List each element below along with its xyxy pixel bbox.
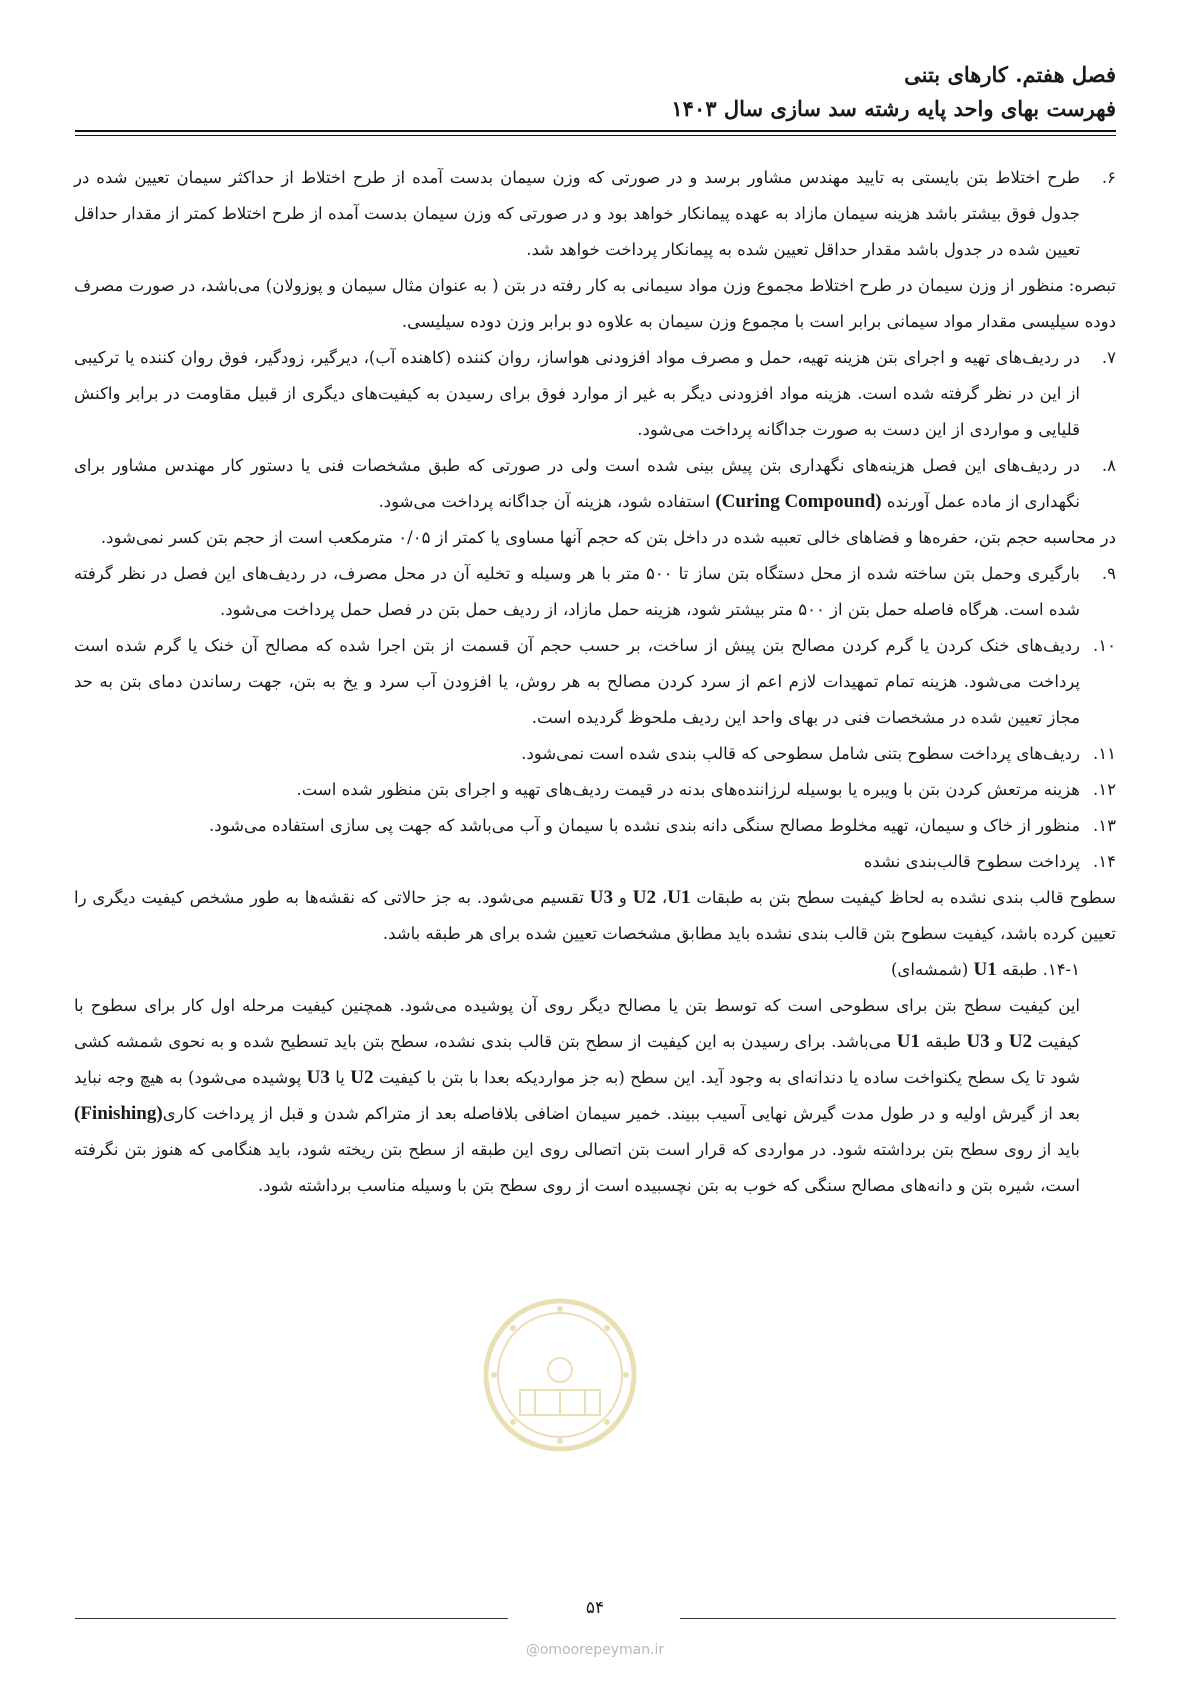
page-header	[56, 58, 1116, 126]
surface-classes-paragraph	[74, 880, 1116, 952]
item-number: ۶.	[1101, 168, 1116, 187]
price-list-title: فهرست بهای واحد پایه رشته سد سازی سال ۱۴۰۳	[671, 96, 1116, 121]
list-item-13	[74, 808, 1116, 844]
list-item-14	[74, 844, 1116, 880]
item-number: ۱۴.	[1093, 852, 1116, 871]
page-number: ۵۴	[585, 1598, 605, 1618]
chapter-title: فصل هفتم. کارهای بتنی	[904, 62, 1116, 87]
class-code-u1: U1	[973, 959, 997, 980]
text-part: (شمشه‌ای)	[890, 960, 969, 979]
footer-rule-left	[75, 1618, 508, 1619]
item-number: ۱۲.	[1093, 780, 1116, 799]
list-item-8	[74, 448, 1116, 520]
item-text: پرداخت سطوح قالب‌بندی نشده	[863, 852, 1080, 871]
text-part: می‌باشد. برای رسیدن به این کیفیت از سطح بتن قالب بندی نشده، سطح بتن باید تسطیح شده و به نحوی شمشه کشی شود تا یک سطح یکنواخت ساده یا دندانه‌ای به وجود آید. این سطح (به جز مواردیکه بعدا با بتن با کیفیت	[74, 1032, 1081, 1087]
item-number: ۱۳.	[1093, 816, 1116, 835]
text-part: تقسیم می‌شود. به جز حالاتی که نقشه‌ها به طور مشخص کیفیت دیگری را تعیین کرده باشد، کیفیت سطوح بتن قالب بندی نشده باید مطابق مشخصات تعیین شده برای هر طبقه باشد.	[74, 888, 1116, 943]
item-text-part: در ردیف‌های این فصل هزینه‌های نگهداری بتن پیش بینی شده است ولی در صورتی که طبق مشخصات فنی یا دستور کار مهندس مشاور برای نگهداری از ماده عمل آورنده	[74, 456, 1080, 511]
watermark-text: @omoorepeyman.ir	[525, 1642, 665, 1658]
finishing-term: (Finishing)	[74, 1103, 163, 1124]
list-item-6	[74, 160, 1116, 268]
conjunction: یا	[335, 1068, 345, 1087]
text-part: طبقه	[925, 1032, 961, 1051]
list-item-10	[74, 628, 1116, 736]
text-part: پوشیده می‌شود) به هیچ وجه نباید بعد از گیرش اولیه و در طول مدت گیرش نهایی آسیب ببیند. خمیر سیمان اضافی بلافاصله بعد از متراکم شدن و قبل از پرداخت کاری	[74, 1068, 1080, 1123]
item-text: طرح اختلاط بتن بایستی به تایید مهندس مشاور برسد و در صورتی که وزن سیمان بدست آمده از طرح اختلاط از حداکثر سیمان تعیین شده در جدول فوق بیشتر باشد هزینه سیمان مازاد به عهده پیمانکار خواهد بود و در صورتی که وزن سیمان بدست آمده از طرح اختلاط کمتر از مقدار حداقل تعیین شده در جدول باشد مقدار حداقل تعیین شده به پیمانکار پرداخت خواهد شد.	[74, 168, 1080, 259]
volume-paragraph: در محاسبه حجم بتن، حفره‌ها و فضاهای خالی تعبیه شده در داخل بتن که حجم آنها مساوی یا کمتر از ۰/۰۵ مترمکعب است از حجم بتن کسر نمی‌شود.	[100, 528, 1116, 547]
item-text	[74, 448, 1080, 520]
list-item-7	[74, 340, 1116, 448]
class-code-u1: U1	[667, 887, 691, 908]
note-paragraph: تبصره: منظور از وزن سیمان در طرح اختلاط مجموع وزن مواد سیمانی به کار رفته در بتن ( به عنوان مثال سیمان و پوزولان) می‌باشد، در صورت مصرف دوده سیلیسی مقدار مواد سیمانی برابر است با مجموع وزن سیمان به علاوه دو برابر وزن دوده سیلیسی.	[74, 276, 1116, 331]
text-part: باید از روی سطح بتن برداشته شود. در مواردی که قرار است بتن اتصالی روی این طبقه از سطح بتن ریخته شود، باید هنگامی که هنوز بتن نگرفته است، شیره بتن و دانه‌های مصالح سنگی که خوب به بتن نچسبیده است از روی سطح بتن با وسیله مناسب برداشته شود.	[74, 1140, 1080, 1195]
item-text: ردیف‌های پرداخت سطوح بتنی شامل سطوحی که قالب بندی شده است نمی‌شود.	[521, 744, 1080, 763]
text-part: این کیفیت سطح بتن برای سطوحی است که توسط بتن یا مصالح دیگر روی آن پوشیده می‌شود. همچنین کیفیت مرحله اول کار برای سطوح با کیفیت	[74, 996, 1080, 1051]
watermark-seal-icon	[480, 1295, 640, 1455]
item-text: هزینه مرتعش کردن بتن با ویبره یا بوسیله لرزاننده‌های بدنه در قیمت ردیف‌های تهیه و اجرای بتن منظور شده است.	[296, 780, 1080, 799]
conjunction: و	[995, 1032, 1004, 1051]
list-item-11	[74, 736, 1116, 772]
header-rule-thick	[75, 130, 1116, 132]
class-code-u1: U1	[896, 1031, 920, 1052]
item-number: ۷.	[1101, 348, 1116, 367]
class-code-u2: U2	[632, 887, 657, 908]
class-code-u3: U3	[589, 887, 614, 908]
header-rule-thin	[75, 135, 1116, 136]
item-text: در ردیف‌های تهیه و اجرای بتن هزینه تهیه، حمل و مصرف مواد افزودنی هواساز، روان کننده (کاهنده آب)، دیرگیر، زودگیر، فوق روان کننده یا ترکیبی از این در نظر گرفته شده است. هزینه مواد افزودنی دیگر به غیر از موارد فوق برای رسیدن به کیفیت‌های دیگری از قبیل مقاومت در برابر واکنش قلیایی و مواردی از این دست به صورت جداگانه پرداخت می‌شود.	[74, 348, 1080, 439]
item-text-part: استفاده شود، هزینه آن جداگانه پرداخت می‌شود.	[378, 492, 711, 511]
item-number: ۱۱.	[1093, 744, 1116, 763]
conjunction: و	[618, 888, 627, 907]
list-item-9	[74, 556, 1116, 628]
separator: ،	[661, 888, 668, 907]
class-code-u2: U2	[350, 1067, 374, 1088]
class-code-u3: U3	[306, 1067, 330, 1088]
item-number: ۸.	[1101, 456, 1116, 475]
item-number: ۱۰.	[1093, 636, 1116, 655]
subsection-number: ۱۴-۱.	[1042, 960, 1080, 979]
footer-rule-right	[680, 1618, 1116, 1619]
item-text: منظور از خاک و سیمان، تهیه مخلوط مصالح سنگی دانه بندی نشده با سیمان و آب می‌باشد که جهت پی سازی استفاده می‌شود.	[209, 816, 1080, 835]
text-part: سطوح قالب بندی نشده به لحاظ کیفیت سطح بتن به طبقات	[696, 888, 1117, 907]
class-code-u3: U3	[966, 1031, 990, 1052]
document-body	[74, 160, 1116, 1204]
class-code-u2: U2	[1008, 1031, 1033, 1052]
text-part: طبقه	[1002, 960, 1038, 979]
item-text: ردیف‌های خنک کردن یا گرم کردن مصالح بتن پیش از ساخت، بر حسب حجم آن قسمت از بتن اجرا شده که مصالح آن خنک یا گرم شده است پرداخت می‌شود. هزینه تمام تمهیدات لازم اعم از سرد کردن مصالح به هر روش، یا افزودن آب سرد و یخ به بتن، جهت رساندن دمای بتن به حد مجاز تعیین شده در مشخصات فنی در بهای واحد این ردیف ملحوظ گردیده است.	[74, 636, 1080, 727]
list-item-12	[74, 772, 1116, 808]
item-number: ۹.	[1101, 564, 1116, 583]
u1-class-paragraph	[74, 988, 1116, 1204]
curing-compound-term: (Curing Compound)	[715, 491, 882, 512]
item-text: بارگیری وحمل بتن ساخته شده از محل دستگاه بتن ساز تا ۵۰۰ متر با هر وسیله و تخلیه آن در محل مصرف، در ردیف‌های این فصل در نظر گرفته شده است. هرگاه فاصله حمل بتن از ۵۰۰ متر بیشتر شود، هزینه حمل مازاد، از ردیف حمل بتن در فصل حمل پرداخت می‌شود.	[74, 564, 1080, 619]
subsection-heading-14-1	[74, 952, 1116, 988]
